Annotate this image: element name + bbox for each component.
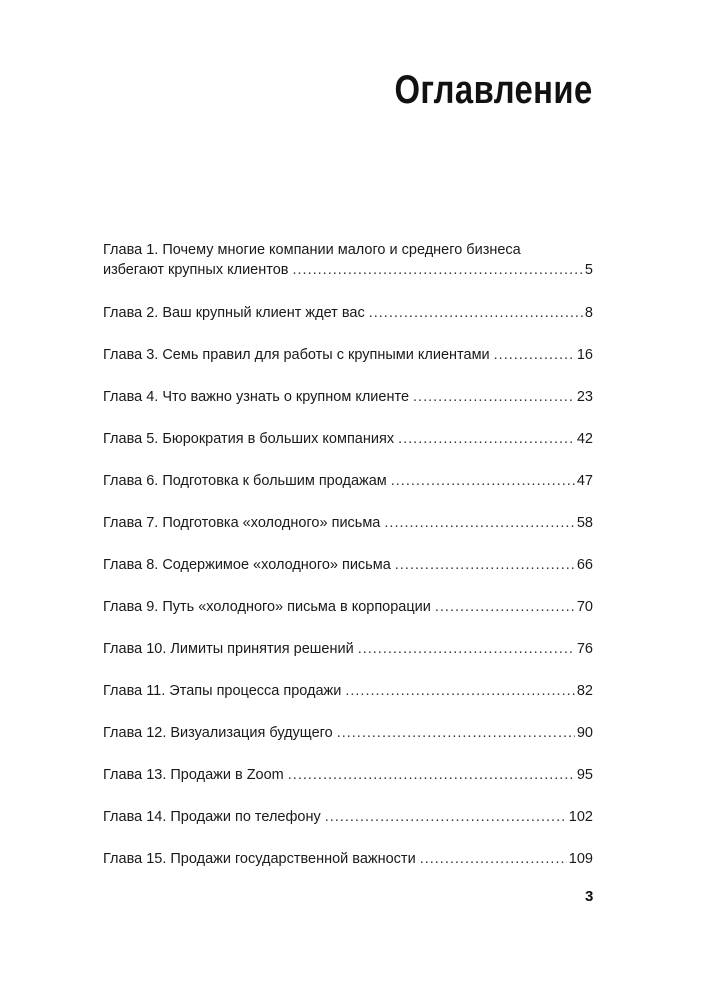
toc-entry-line <box>103 723 593 743</box>
toc-entry <box>103 597 593 617</box>
toc-entry-line <box>103 597 593 617</box>
dot-leader <box>369 303 583 323</box>
toc-entry-title: Глава 12. Визуализация будущего <box>103 725 333 741</box>
dot-leader <box>391 471 575 491</box>
toc-entry <box>103 471 593 491</box>
toc-entry-line <box>103 345 593 365</box>
dot-leader <box>420 849 567 869</box>
toc-entry-title: Глава 4. Что важно узнать о крупном клиенте <box>103 389 410 405</box>
toc-entry <box>103 639 593 659</box>
toc-entry-line <box>103 303 593 323</box>
toc-entry-page: 42 <box>576 431 593 447</box>
toc-entry-page: 5 <box>584 262 593 278</box>
toc-entry-page: 70 <box>576 599 593 615</box>
toc-entry-title-line-1: Глава 1. Почему многие компании малого и среднего бизнеса <box>103 242 521 258</box>
dot-leader <box>398 429 575 449</box>
dot-leader <box>494 345 575 365</box>
toc-entry-page: 82 <box>576 683 593 699</box>
toc-entry <box>103 807 593 827</box>
toc-entry-page: 8 <box>584 305 593 321</box>
toc-entry-title: Глава 11. Этапы процесса продажи <box>103 683 342 699</box>
toc-entry-line <box>103 429 593 449</box>
toc-entry-line <box>103 765 593 785</box>
toc-entry-line <box>103 639 593 659</box>
toc-entry-line <box>103 387 593 407</box>
toc-entry <box>103 513 593 533</box>
dot-leader <box>337 723 575 743</box>
toc-entry-line <box>103 471 593 491</box>
toc-entry-page: 95 <box>576 767 593 783</box>
toc-entry-page: 47 <box>576 473 593 489</box>
toc-entry <box>103 681 593 701</box>
toc-entry-line <box>103 849 593 869</box>
toc-entry-page: 90 <box>576 725 593 741</box>
toc-entry <box>103 429 593 449</box>
toc-entry-title: Глава 8. Содержимое «холодного» письма <box>103 557 391 573</box>
dot-leader <box>435 597 575 617</box>
toc-entry <box>103 555 593 575</box>
toc-entry-line <box>103 260 593 280</box>
toc-entry <box>103 387 593 407</box>
page-number: 3 <box>585 888 594 905</box>
toc-entry-page: 58 <box>576 515 593 531</box>
toc-entry-title: Глава 10. Лимиты принятия решений <box>103 641 354 657</box>
toc-entry <box>103 303 593 323</box>
toc-entry-title: Глава 14. Продажи по телефону <box>103 809 321 825</box>
toc-entry-title: Глава 13. Продажи в Zoom <box>103 767 284 783</box>
toc-entry-title: избегают крупных клиентов <box>103 262 289 278</box>
toc-entry-line <box>103 807 593 827</box>
dot-leader <box>293 260 583 280</box>
toc-entry-title: Глава 9. Путь «холодного» письма в корпорации <box>103 599 431 615</box>
toc-entry-line <box>103 555 593 575</box>
toc-entry-title: Глава 15. Продажи государственной важности <box>103 851 416 867</box>
toc-entry-line <box>103 513 593 533</box>
toc-entry-page: 23 <box>576 389 593 405</box>
toc-entry-title: Глава 2. Ваш крупный клиент ждет вас <box>103 305 365 321</box>
toc-entry <box>103 723 593 743</box>
toc-entry <box>103 345 593 365</box>
toc-entry-page: 102 <box>568 809 593 825</box>
dot-leader <box>288 765 575 785</box>
toc-entry <box>103 849 593 869</box>
page-title: Оглавление <box>394 68 593 112</box>
toc-entry-page: 16 <box>576 347 593 363</box>
dot-leader <box>384 513 574 533</box>
toc-entry-page: 109 <box>568 851 593 867</box>
toc-entry <box>103 240 593 280</box>
toc-entry-title: Глава 5. Бюрократия в больших компаниях <box>103 431 395 447</box>
toc-entry-title: Глава 6. Подготовка к большим продажам <box>103 473 387 489</box>
toc-entry <box>103 765 593 785</box>
dot-leader <box>358 639 575 659</box>
toc-entry-title: Глава 7. Подготовка «холодного» письма <box>103 515 381 531</box>
toc-entry-page: 66 <box>576 557 593 573</box>
toc-entry-page: 76 <box>576 641 593 657</box>
toc-entry-title: Глава 3. Семь правил для работы с крупными клиентами <box>103 347 490 363</box>
dot-leader <box>345 681 575 701</box>
dot-leader <box>413 387 575 407</box>
dot-leader <box>395 555 575 575</box>
toc-entry-line <box>103 681 593 701</box>
dot-leader <box>325 807 567 827</box>
